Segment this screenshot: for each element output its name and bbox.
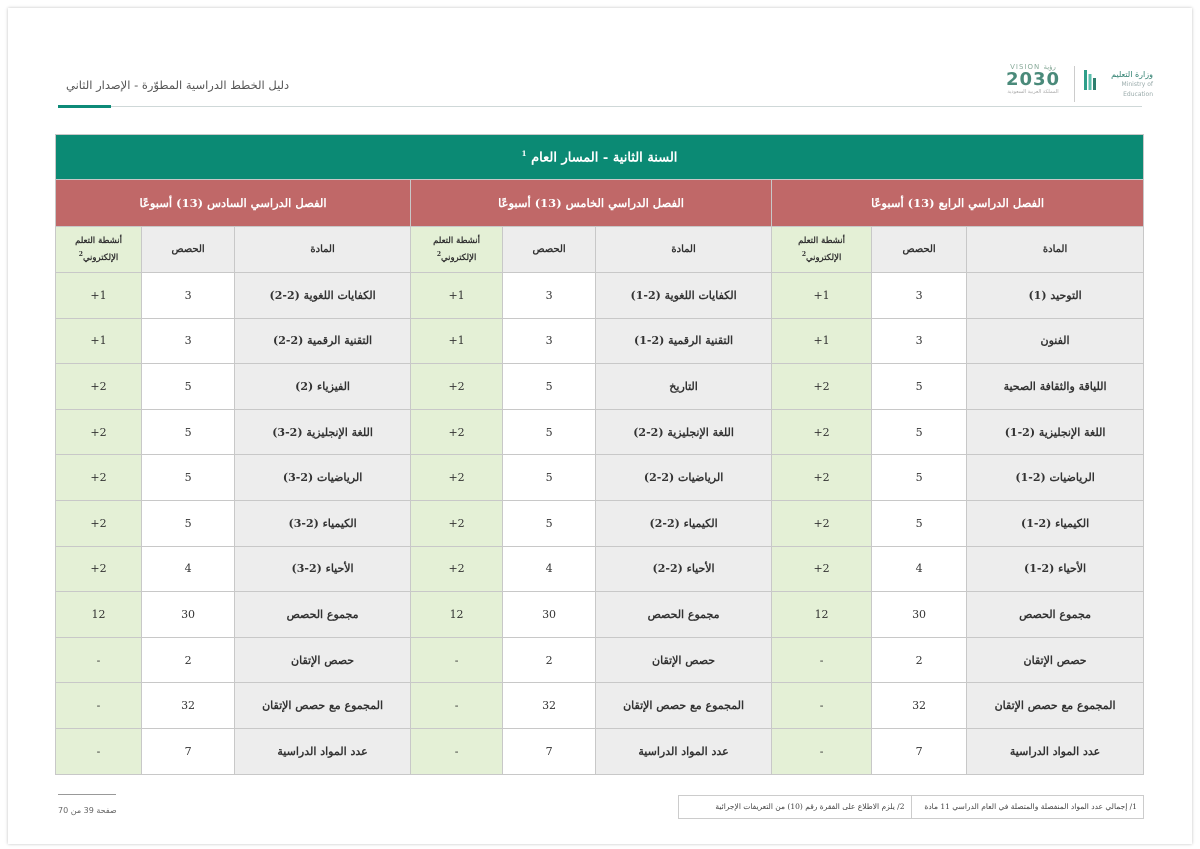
periods-cell: 3 bbox=[142, 273, 235, 319]
elearning-cell: 2+ bbox=[56, 500, 142, 546]
table-row bbox=[56, 592, 1144, 638]
column-header-subject: المادة bbox=[967, 227, 1144, 273]
periods-cell: 2 bbox=[503, 637, 596, 683]
elearning-cell: 1+ bbox=[772, 318, 872, 364]
periods-cell: 5 bbox=[503, 500, 596, 546]
periods-cell: 7 bbox=[872, 728, 967, 774]
periods-cell: 5 bbox=[872, 409, 967, 455]
periods-cell: 3 bbox=[503, 273, 596, 319]
table-title-text: السنة الثانية - المسار العام bbox=[531, 150, 678, 166]
periods-cell: 2 bbox=[872, 637, 967, 683]
elearning-cell: 2+ bbox=[411, 364, 503, 410]
elearning-cell: 2+ bbox=[56, 409, 142, 455]
semester-4-header: الفصل الدراسي الرابع (13) أسبوعًا bbox=[772, 180, 1144, 227]
ministry-emblem-icon bbox=[1083, 68, 1097, 92]
ministry-name-en: Ministry of Education bbox=[1121, 81, 1153, 98]
subject-cell: عدد المواد الدراسية bbox=[596, 728, 772, 774]
table-title bbox=[56, 135, 1144, 180]
periods-cell: 5 bbox=[872, 364, 967, 410]
elearning-cell: - bbox=[772, 728, 872, 774]
periods-cell: 4 bbox=[872, 546, 967, 592]
subject-cell: التقنية الرقمية (2-1) bbox=[596, 318, 772, 364]
subject-cell: الكيمياء (2-1) bbox=[967, 500, 1144, 546]
elearning-cell: - bbox=[411, 683, 503, 729]
periods-cell: 4 bbox=[142, 546, 235, 592]
elearning-header-line1: أنشطة التعلم bbox=[75, 235, 122, 246]
table-row bbox=[56, 546, 1144, 592]
elearning-cell: - bbox=[56, 637, 142, 683]
column-headers bbox=[56, 227, 1144, 273]
periods-cell: 5 bbox=[503, 364, 596, 410]
subject-cell: المجموع مع حصص الإتقان bbox=[967, 683, 1144, 729]
vision-2030-logo bbox=[1003, 63, 1063, 107]
footnote-1: 1/ إجمالي عدد المواد المنفصلة والمتصلة في العام الدراسي 11 مادة bbox=[911, 796, 1144, 818]
subject-cell: الكفايات اللغوية (2-2) bbox=[235, 273, 411, 319]
elearning-cell: 2+ bbox=[772, 546, 872, 592]
page-number: صفحة 39 من 70 bbox=[58, 806, 117, 815]
table-title-footnote: 1 bbox=[521, 148, 527, 158]
column-header-subject: المادة bbox=[235, 227, 411, 273]
subject-cell: الرياضيات (2-1) bbox=[967, 455, 1144, 501]
elearning-cell: 12 bbox=[56, 592, 142, 638]
elearning-cell: 2+ bbox=[56, 364, 142, 410]
elearning-cell: 2+ bbox=[411, 409, 503, 455]
subject-cell: الكيمياء (2-3) bbox=[235, 500, 411, 546]
table-body bbox=[56, 273, 1144, 775]
elearning-header-line2: الإلكتروني bbox=[82, 252, 119, 263]
elearning-cell: 1+ bbox=[411, 273, 503, 319]
subject-cell: الفيزياء (2) bbox=[235, 364, 411, 410]
semester-5-header: الفصل الدراسي الخامس (13) أسبوعًا bbox=[411, 180, 772, 227]
elearning-cell: - bbox=[56, 728, 142, 774]
periods-cell: 30 bbox=[503, 592, 596, 638]
periods-cell: 5 bbox=[872, 455, 967, 501]
periods-cell: 5 bbox=[142, 500, 235, 546]
periods-cell: 5 bbox=[142, 455, 235, 501]
periods-cell: 5 bbox=[142, 364, 235, 410]
table-row bbox=[56, 683, 1144, 729]
subject-cell: عدد المواد الدراسية bbox=[967, 728, 1144, 774]
subject-cell: التوحيد (1) bbox=[967, 273, 1144, 319]
subject-cell: الكيمياء (2-2) bbox=[596, 500, 772, 546]
subject-cell: اللغة الإنجليزية (2-3) bbox=[235, 409, 411, 455]
periods-cell: 30 bbox=[142, 592, 235, 638]
elearning-cell: 1+ bbox=[772, 273, 872, 319]
elearning-cell: 1+ bbox=[56, 318, 142, 364]
footnotes-box bbox=[678, 795, 1144, 819]
table-row bbox=[56, 637, 1144, 683]
column-header-elearning bbox=[56, 227, 142, 273]
periods-cell: 5 bbox=[872, 500, 967, 546]
table-row bbox=[56, 500, 1144, 546]
column-header-elearning bbox=[411, 227, 503, 273]
elearning-header-line1: أنشطة التعلم bbox=[433, 235, 480, 246]
elearning-cell: - bbox=[772, 683, 872, 729]
periods-cell: 7 bbox=[503, 728, 596, 774]
subject-cell: الرياضيات (2-2) bbox=[596, 455, 772, 501]
subject-cell: اللياقة والثقافة الصحية bbox=[967, 364, 1144, 410]
elearning-cell: 2+ bbox=[56, 546, 142, 592]
subject-cell: الأحياء (2-2) bbox=[596, 546, 772, 592]
elearning-cell: - bbox=[56, 683, 142, 729]
elearning-cell: 2+ bbox=[411, 455, 503, 501]
elearning-cell: 12 bbox=[772, 592, 872, 638]
table-row bbox=[56, 455, 1144, 501]
header-rule bbox=[58, 106, 1142, 107]
elearning-cell: - bbox=[411, 637, 503, 683]
subject-cell: مجموع الحصص bbox=[596, 592, 772, 638]
footnote-2: 2/ يلزم الاطلاع على الفقرة رقم (10) من التعريفات الإجرائية bbox=[715, 802, 905, 811]
column-header-periods: الحصص bbox=[503, 227, 596, 273]
periods-cell: 3 bbox=[503, 318, 596, 364]
header-accent bbox=[58, 105, 111, 108]
subject-cell: التقنية الرقمية (2-2) bbox=[235, 318, 411, 364]
periods-cell: 32 bbox=[872, 683, 967, 729]
elearning-cell: 2+ bbox=[772, 500, 872, 546]
vision-country: المملكة العربية السعودية bbox=[1007, 89, 1059, 95]
subject-cell: الأحياء (2-1) bbox=[967, 546, 1144, 592]
table-row bbox=[56, 728, 1144, 774]
study-plan-table bbox=[55, 134, 1144, 775]
subject-cell: المجموع مع حصص الإتقان bbox=[596, 683, 772, 729]
semester-6-header: الفصل الدراسي السادس (13) أسبوعًا bbox=[56, 180, 411, 227]
elearning-header-footnote: 2 bbox=[436, 250, 441, 258]
periods-cell: 3 bbox=[872, 318, 967, 364]
vision-label: VISION رؤية bbox=[1010, 63, 1056, 71]
periods-cell: 2 bbox=[142, 637, 235, 683]
periods-cell: 32 bbox=[142, 683, 235, 729]
subject-cell: الأحياء (2-3) bbox=[235, 546, 411, 592]
subject-cell: التاريخ bbox=[596, 364, 772, 410]
elearning-cell: 2+ bbox=[56, 455, 142, 501]
periods-cell: 7 bbox=[142, 728, 235, 774]
periods-cell: 4 bbox=[503, 546, 596, 592]
ministry-logo bbox=[1078, 64, 1153, 104]
elearning-cell: - bbox=[411, 728, 503, 774]
elearning-header-line2: الإلكتروني bbox=[806, 252, 842, 263]
periods-cell: 5 bbox=[142, 409, 235, 455]
table-row bbox=[56, 409, 1144, 455]
subject-cell: المجموع مع حصص الإتقان bbox=[235, 683, 411, 729]
periods-cell: 30 bbox=[872, 592, 967, 638]
elearning-cell: 12 bbox=[411, 592, 503, 638]
column-header-subject: المادة bbox=[596, 227, 772, 273]
logo-divider bbox=[1074, 66, 1075, 102]
footer-rule bbox=[58, 794, 116, 795]
elearning-cell: 1+ bbox=[411, 318, 503, 364]
subject-cell: اللغة الإنجليزية (2-2) bbox=[596, 409, 772, 455]
elearning-cell: 2+ bbox=[772, 364, 872, 410]
column-header-periods: الحصص bbox=[142, 227, 235, 273]
periods-cell: 32 bbox=[503, 683, 596, 729]
periods-cell: 5 bbox=[503, 455, 596, 501]
subject-cell: اللغة الإنجليزية (2-1) bbox=[967, 409, 1144, 455]
elearning-cell: 2+ bbox=[411, 500, 503, 546]
subject-cell: مجموع الحصص bbox=[235, 592, 411, 638]
column-header-elearning bbox=[772, 227, 872, 273]
elearning-cell: 2+ bbox=[772, 409, 872, 455]
table-row bbox=[56, 318, 1144, 364]
table-row bbox=[56, 273, 1144, 319]
elearning-header-footnote: 2 bbox=[78, 250, 83, 258]
subject-cell: حصص الإتقان bbox=[596, 637, 772, 683]
elearning-cell: 1+ bbox=[56, 273, 142, 319]
subject-cell: الكفايات اللغوية (2-1) bbox=[596, 273, 772, 319]
ministry-name: وزارة التعليم bbox=[1111, 70, 1153, 79]
elearning-cell: 2+ bbox=[772, 455, 872, 501]
document-title: دليل الخطط الدراسية المطوّرة - الإصدار الثاني bbox=[66, 78, 290, 92]
elearning-cell: 2+ bbox=[411, 546, 503, 592]
subject-cell: الرياضيات (2-3) bbox=[235, 455, 411, 501]
periods-cell: 3 bbox=[872, 273, 967, 319]
subject-cell: حصص الإتقان bbox=[235, 637, 411, 683]
periods-cell: 3 bbox=[142, 318, 235, 364]
elearning-header-line2: الإلكتروني bbox=[441, 252, 477, 263]
column-header-periods: الحصص bbox=[872, 227, 967, 273]
elearning-cell: - bbox=[772, 637, 872, 683]
subject-cell: الفنون bbox=[967, 318, 1144, 364]
subject-cell: حصص الإتقان bbox=[967, 637, 1144, 683]
periods-cell: 5 bbox=[503, 409, 596, 455]
table-row bbox=[56, 364, 1144, 410]
vision-year: 2030 bbox=[1005, 69, 1061, 90]
subject-cell: مجموع الحصص bbox=[967, 592, 1144, 638]
elearning-header-footnote: 2 bbox=[801, 250, 806, 258]
subject-cell: عدد المواد الدراسية bbox=[235, 728, 411, 774]
elearning-header-line1: أنشطة التعلم bbox=[798, 235, 845, 246]
